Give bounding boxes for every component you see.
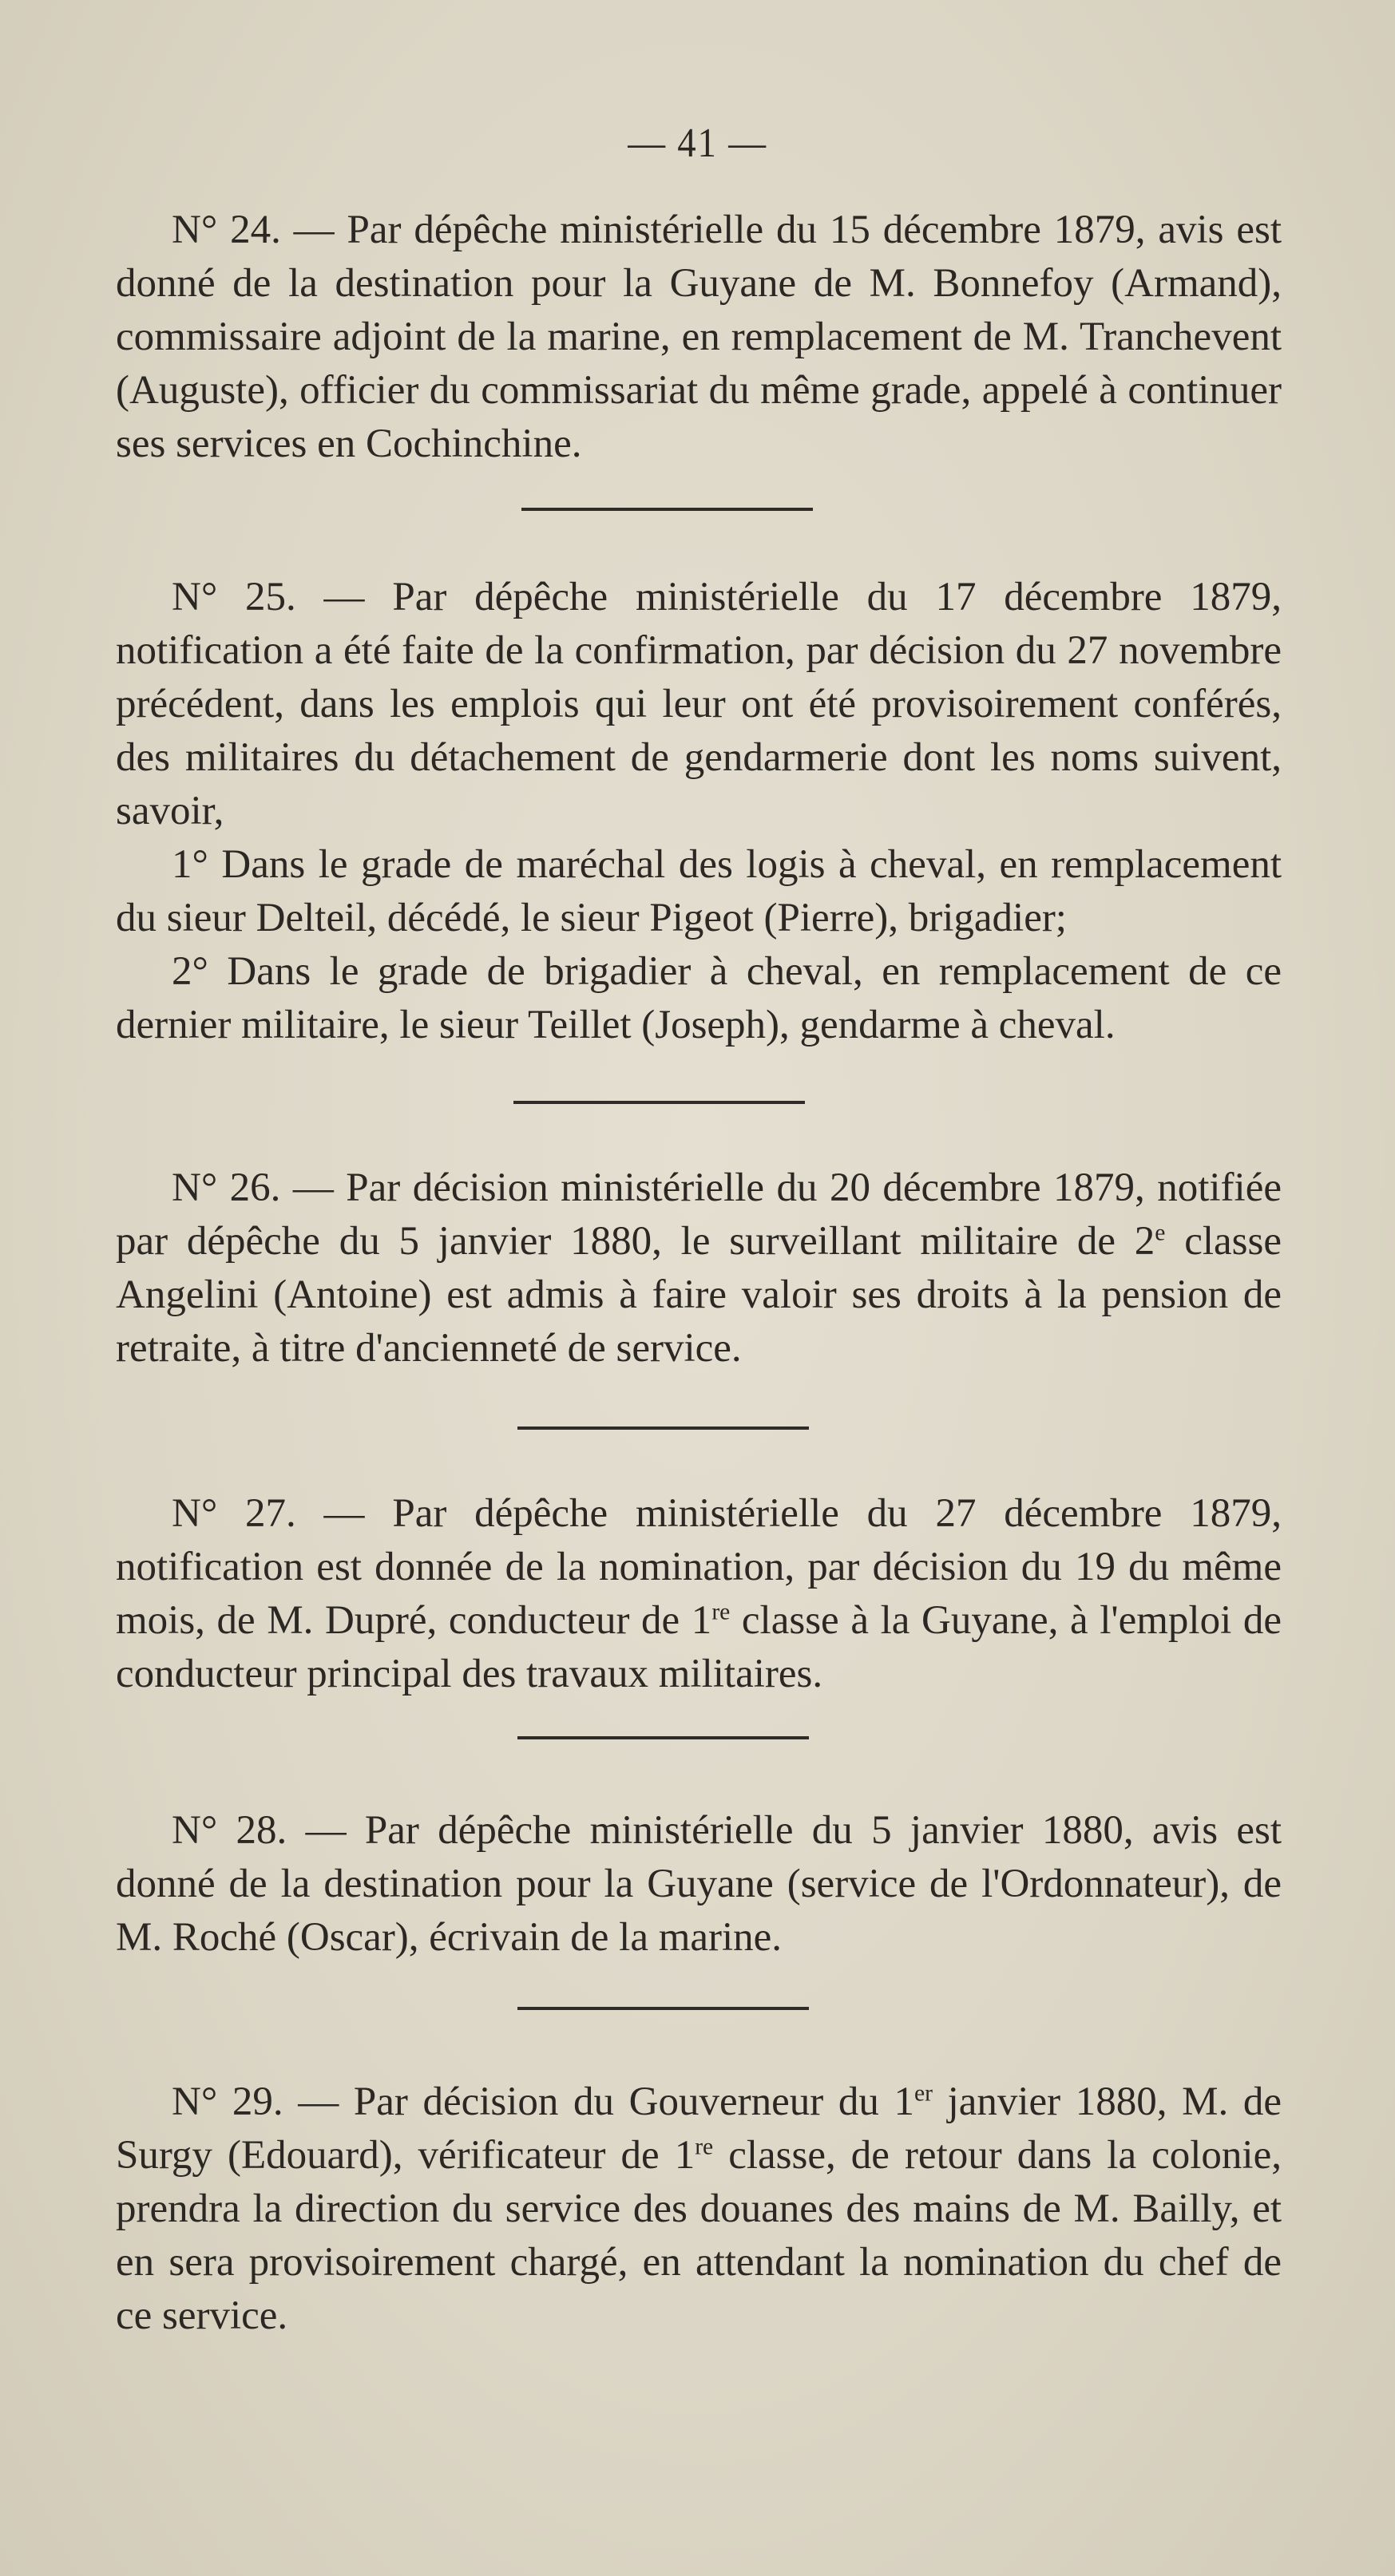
page-number: — 41 — xyxy=(628,121,767,166)
entry-number: N° 24. xyxy=(172,208,281,252)
entry-29 xyxy=(116,2075,1282,2343)
section-divider xyxy=(513,1101,805,1104)
entry-number: N° 27. xyxy=(172,1491,296,1536)
entry-paragraph xyxy=(116,204,1282,471)
entry-28 xyxy=(116,1804,1282,1965)
entry-number: N° 29. xyxy=(172,2079,283,2124)
entry-number: N° 28. xyxy=(172,1808,287,1853)
section-divider xyxy=(517,1736,809,1739)
entry-text: 2° Dans le grade de brigadier à cheval, en remplacement de ce dernier militaire, le sieur Teillet (Joseph), gendarme à cheval. xyxy=(116,949,1282,1047)
entry-text: — Par dépêche ministérielle du 27 décembre 1879, notification est donnée de la nomination, par décision du 19 du même mois, de M. Dupré, conducteur de 1re classe à la Guyane, à l'emploi de conducteur principal des travaux militaires. xyxy=(116,1491,1282,1696)
section-divider xyxy=(517,2007,809,2010)
entry-text: — Par décision du Gouverneur du 1er janvier 1880, M. de Surgy (Edouard), vérificateur de 1re classe, de retour dans la colonie, prendra la direction du service des douanes des mains de M. Bailly, et en sera provisoirement chargé, en attendant la nomination du chef de ce service. xyxy=(116,2079,1282,2338)
entry-text: 1° Dans le grade de maréchal des logis à cheval, en remplacement du sieur Delteil, décédé, le sieur Pigeot (Pierre), brigadier; xyxy=(116,842,1282,940)
section-divider xyxy=(521,508,813,511)
entry-27 xyxy=(116,1487,1282,1701)
entry-paragraph xyxy=(116,838,1282,945)
entry-paragraph xyxy=(116,945,1282,1052)
entry-text: — Par dépêche ministérielle du 17 décembre 1879, notification a été faite de la confirmation, par décision du 27 novembre précédent, dans les emplois qui leur ont été provisoirement conférés, des militaires du détachement de gendarmerie dont les noms suivent, savoir, xyxy=(116,575,1282,833)
entry-paragraph xyxy=(116,1804,1282,1965)
entry-text: — Par décision ministérielle du 20 décembre 1879, notifiée par dépêche du 5 janvier 1880, le surveillant militaire de 2e classe Angelini (Antoine) est admis à faire valoir ses droits à la pension de retraite, à titre d'ancienneté de service. xyxy=(116,1165,1282,1371)
entry-number: N° 25. xyxy=(172,575,296,619)
entry-text: — Par dépêche ministérielle du 5 janvier 1880, avis est donné de la destination pour la Guyane (service de l'Ordonnateur), de M. Roché (Oscar), écrivain de la marine. xyxy=(116,1808,1282,1960)
section-divider xyxy=(517,1426,809,1430)
entry-paragraph xyxy=(116,1487,1282,1701)
entry-paragraph xyxy=(116,2075,1282,2343)
entry-26 xyxy=(116,1161,1282,1375)
entry-24 xyxy=(116,204,1282,471)
entry-number: N° 26. xyxy=(172,1165,281,1210)
entry-paragraph xyxy=(116,571,1282,838)
entry-paragraph xyxy=(116,1161,1282,1375)
entry-text: — Par dépêche ministérielle du 15 décembre 1879, avis est donné de la destination pour la Guyane de M. Bonnefoy (Armand), commissaire adjoint de la marine, en remplacement de M. Tranchevent (Auguste), officier du commissariat du même grade, appelé à continuer ses services en Cochinchine. xyxy=(116,208,1282,466)
entry-25 xyxy=(116,571,1282,1052)
